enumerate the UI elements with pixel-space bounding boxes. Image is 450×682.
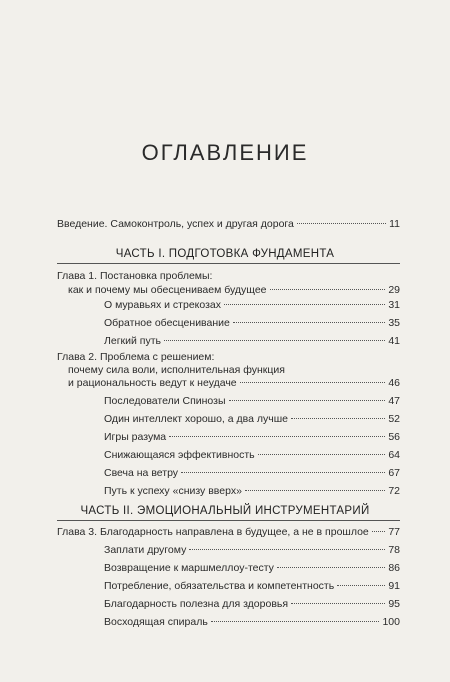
toc-section-page: 35	[388, 317, 400, 329]
toc-section-text: Восходящая спираль	[104, 616, 208, 628]
toc-section	[104, 562, 400, 575]
dot-leader	[277, 567, 385, 568]
page-title: ОГЛАВЛЕНИЕ	[141, 140, 309, 165]
toc-section	[104, 299, 400, 312]
dot-leader	[297, 223, 386, 224]
dot-leader	[229, 400, 386, 401]
toc-entry-intro	[57, 218, 400, 231]
toc-entry-text: Введение. Самоконтроль, успех и другая дорога	[57, 218, 294, 230]
dot-leader	[270, 289, 386, 290]
dot-leader	[245, 490, 385, 491]
toc-section-text: Благодарность полезна для здоровья	[104, 598, 289, 610]
part-divider-1	[57, 263, 400, 264]
toc-section-text: Игры разума	[104, 431, 167, 443]
toc-section	[104, 616, 400, 629]
toc-section-page: 52	[388, 413, 400, 425]
toc-section	[104, 580, 400, 593]
dot-leader	[291, 418, 385, 419]
toc-section-text: Заплати другому	[104, 544, 187, 556]
toc-section-text: Обратное обесценивание	[104, 317, 230, 329]
toc-entry-text: как и почему мы обесцениваем будущее	[68, 284, 267, 296]
toc-section-page: 56	[388, 431, 400, 443]
toc-section-page: 31	[388, 299, 400, 311]
toc-section-text: Последователи Спинозы	[104, 395, 226, 407]
dot-leader	[164, 340, 385, 341]
toc-section-text: Потребление, обязательства и компетентность	[104, 580, 335, 592]
toc-section-page: 41	[388, 335, 400, 347]
toc-section	[104, 449, 400, 462]
toc-entry-chapter-2	[68, 377, 400, 390]
dot-leader	[233, 322, 385, 323]
toc-entry-page: 11	[389, 218, 400, 230]
chapter-2-subtitle: почему сила воли, исполнительная функция	[68, 364, 285, 376]
toc-section-page: 72	[388, 485, 400, 497]
toc-section-text: Один интеллект хорошо, а два лучше	[104, 413, 288, 425]
toc-section-page: 47	[388, 395, 400, 407]
toc-entry-chapter-3	[57, 526, 400, 539]
dot-leader	[169, 436, 385, 437]
dot-leader	[372, 531, 386, 532]
toc-entry-chapter-1	[68, 284, 400, 297]
dot-leader	[258, 454, 386, 455]
toc-section-text: Снижающаяся эффективность	[104, 449, 255, 461]
toc-section-text: Возвращение к маршмеллоу-тесту	[104, 562, 274, 574]
toc-section-page: 67	[388, 467, 400, 479]
toc-section	[104, 544, 400, 557]
toc-section	[104, 317, 400, 330]
toc-entry-text: Глава 3. Благодарность направлена в будущее, а не в прошлое	[57, 526, 369, 538]
toc-section	[104, 335, 400, 348]
toc-section	[104, 395, 400, 408]
toc-section-page: 95	[388, 598, 400, 610]
chapter-2-title: Глава 2. Проблема с решением:	[57, 351, 215, 363]
toc-section	[104, 467, 400, 480]
dot-leader	[291, 603, 385, 604]
dot-leader	[189, 549, 385, 550]
toc-section	[104, 485, 400, 498]
dot-leader	[211, 621, 380, 622]
dot-leader	[240, 382, 386, 383]
dot-leader	[337, 585, 385, 586]
dot-leader	[181, 472, 385, 473]
toc-section-page: 100	[382, 616, 400, 628]
dot-leader	[224, 304, 385, 305]
toc-entry-page: 77	[388, 526, 400, 538]
part-divider-2	[57, 520, 400, 521]
toc-entry-page: 29	[388, 284, 400, 296]
toc-entry-page: 46	[388, 377, 400, 389]
toc-section	[104, 598, 400, 611]
toc-section-page: 86	[388, 562, 400, 574]
part-heading-1: ЧАСТЬ I. ПОДГОТОВКА ФУНДАМЕНТА	[115, 248, 335, 260]
toc-section-page: 64	[388, 449, 400, 461]
toc-section-page: 91	[388, 580, 400, 592]
toc-section-page: 78	[388, 544, 400, 556]
toc-section-text: Свеча на ветру	[104, 467, 179, 479]
toc-entry-text: и рациональность ведут к неудаче	[68, 377, 237, 389]
toc-section	[104, 413, 400, 426]
toc-section-text: Путь к успеху «снизу вверх»	[104, 485, 242, 497]
chapter-1-title: Глава 1. Постановка проблемы:	[57, 270, 213, 282]
toc-section-text: Легкий путь	[104, 335, 162, 347]
toc-section-text: О муравьях и стрекозах	[104, 299, 221, 311]
part-heading-2: ЧАСТЬ II. ЭМОЦИОНАЛЬНЫЙ ИНСТРУМЕНТАРИЙ	[80, 505, 370, 517]
toc-section	[104, 431, 400, 444]
